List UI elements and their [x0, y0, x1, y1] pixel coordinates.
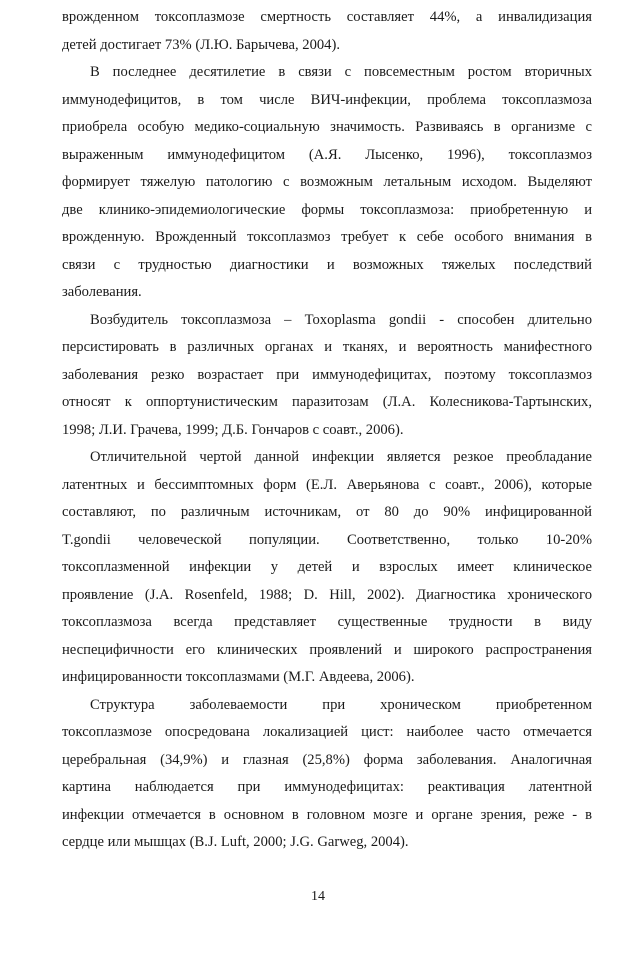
text-line: токсоплазмоза всегда представляет существенные трудности в виду	[62, 614, 592, 630]
paragraph	[62, 307, 592, 445]
text-line: иммунодефицитов, в том числе ВИЧ-инфекции, проблема токсоплазмоза	[62, 91, 592, 108]
text-line: Возбудитель токсоплазмоза – Toxoplasma gondii - способен длительно	[90, 311, 592, 328]
text-line: две клинико-эпидемиологические формы токсоплазмоза: приобретенную и	[62, 201, 592, 218]
text-line: приобрела особую медико-социальную значимость. Развиваясь в организме с	[62, 119, 592, 135]
text-line: относят к оппортунистическим паразитозам (Л.А. Колесникова-Тартынских,	[62, 394, 592, 410]
text-line: токсоплазмозе опосредована локализацией цист: наиболее часто отмечается	[62, 724, 592, 740]
text-line: токсоплазменной инфекции у детей и взрослых имеет клиническое	[62, 559, 592, 575]
text-line: церебральная (34,9%) и глазная (25,8%) форма заболевания. Аналогичная	[62, 751, 592, 768]
text-line: персистировать в различных органах и тканях, и вероятность манифестного	[62, 339, 592, 355]
text-line: заболевания.	[62, 284, 142, 300]
body-text	[62, 4, 592, 857]
text-line: картина наблюдается при иммунодефицитах: реактивация латентной	[62, 779, 592, 795]
paragraph	[62, 692, 592, 857]
text-line: врожденном токсоплазмозе смертность составляет 44%, а инвалидизация	[62, 9, 592, 25]
text-line: заболевания резко возрастает при иммунодефицитах, поэтому токсоплазмоз	[62, 366, 592, 383]
text-line: инфицированности токсоплазмами (М.Г. Авдеева, 2006).	[62, 669, 415, 685]
text-line: выраженным иммунодефицитом (А.Я. Лысенко, 1996), токсоплазмоз	[62, 146, 592, 163]
page-number: 14	[311, 889, 325, 904]
text-line: инфекции отмечается в основном в головном мозге и органе зрения, реже - в	[62, 806, 592, 823]
text-line: составляют, по различным источникам, от 80 до 90% инфицированной	[62, 504, 592, 520]
text-line: детей достигает 73% (Л.Ю. Барычева, 2004).	[62, 36, 340, 53]
text-line: формирует тяжелую патологию с возможным летальным исходом. Выделяют	[62, 174, 592, 190]
text-line: неспецифичности его клинических проявлений и широкого распространения	[62, 641, 592, 658]
text-line: врожденную. Врожденный токсоплазмоз требует к себе особого внимания в	[62, 229, 592, 245]
text-line: 1998; Л.И. Грачева, 1999; Д.Б. Гончаров с соавт., 2006).	[62, 421, 404, 438]
paragraph	[62, 444, 592, 692]
text-line: T.gondii человеческой популяции. Соответственно, только 10-20%	[62, 531, 592, 548]
text-line: связи с трудностью диагностики и возможных тяжелых последствий	[62, 256, 592, 273]
paragraph	[62, 59, 592, 307]
text-line: латентных и бессимптомных форм (Е.Л. Аверьянова с соавт., 2006), которые	[62, 476, 592, 493]
text-line: сердце или мышцах (B.J. Luft, 2000; J.G. Garweg, 2004).	[62, 834, 409, 850]
paragraph	[62, 4, 592, 59]
text-line: Структура заболеваемости при хроническом приобретенном	[90, 696, 592, 713]
text-line: Отличительной чертой данной инфекции является резкое преобладание	[90, 449, 592, 465]
text-line: В последнее десятилетие в связи с повсеместным ростом вторичных	[90, 64, 592, 80]
text-line: проявление (J.A. Rosenfeld, 1988; D. Hill, 2002). Диагностика хронического	[62, 586, 592, 603]
